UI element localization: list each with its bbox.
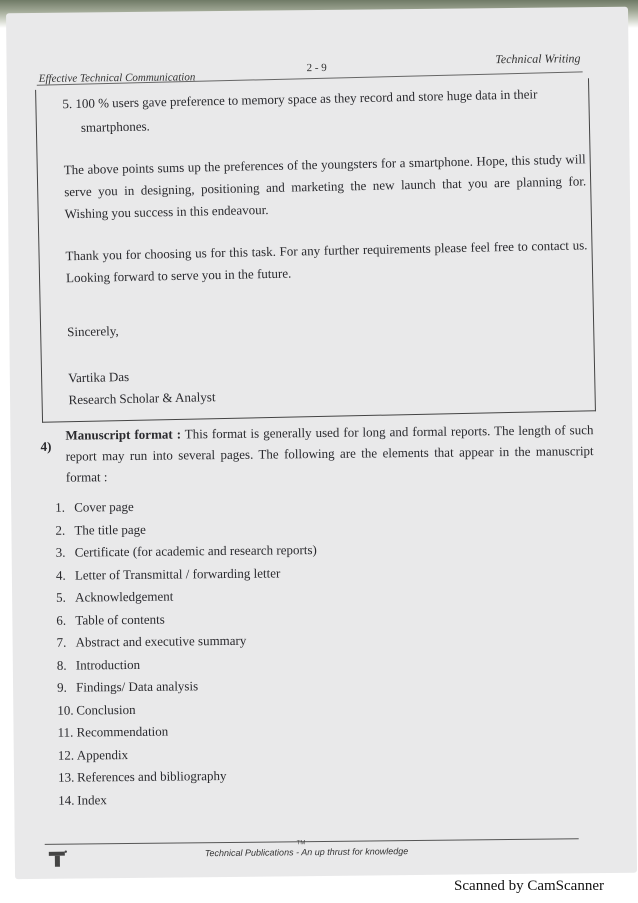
list-item bbox=[56, 607, 317, 632]
list-item-number: 11. bbox=[57, 724, 74, 740]
list-item bbox=[56, 562, 317, 587]
list-item-label: Letter of Transmittal / forwarding letter bbox=[74, 564, 281, 583]
list-item-label: Conclusion bbox=[76, 701, 136, 718]
list-item-label: The title page bbox=[74, 521, 146, 538]
trademark-mark: TM bbox=[296, 840, 306, 847]
list-item-number: 4. bbox=[55, 567, 66, 583]
list-item bbox=[57, 697, 318, 722]
sample-letter-box bbox=[35, 78, 596, 423]
list-item bbox=[58, 787, 319, 812]
footer-text bbox=[205, 846, 409, 858]
section-text: This format is generally used for long and formal reports. The length of such report may run into several pages. The following are the elements that appear in the manuscript format : bbox=[65, 422, 594, 485]
list-item bbox=[57, 674, 318, 699]
running-header-left: Effective Technical Communication bbox=[38, 71, 196, 85]
list-item-number: 6. bbox=[56, 612, 67, 628]
section-paragraph bbox=[65, 419, 594, 488]
list-item bbox=[58, 764, 319, 789]
list-item-label: Cover page bbox=[74, 498, 134, 515]
list-item bbox=[55, 517, 316, 542]
list-item-number: 13. bbox=[57, 769, 75, 785]
list-item-label: Recommendation bbox=[76, 723, 169, 740]
document-page bbox=[6, 7, 637, 879]
list-item-label: Index bbox=[77, 791, 107, 808]
letter-point-5: 5. 100 % users gave preference to memory space as they record and store huge data in their bbox=[62, 86, 538, 112]
list-item-label: Appendix bbox=[76, 746, 129, 763]
list-item bbox=[58, 742, 319, 767]
footer-publisher: Technical Publications bbox=[204, 847, 294, 859]
letter-closing: Sincerely, bbox=[67, 323, 119, 340]
list-item-number: 1. bbox=[55, 499, 66, 515]
footer-rule bbox=[45, 838, 579, 845]
list-item-label: Introduction bbox=[75, 656, 141, 673]
list-item-number: 8. bbox=[56, 657, 67, 673]
section-heading: Manuscript format : bbox=[65, 426, 182, 443]
letter-signer-title: Research Scholar & Analyst bbox=[68, 389, 216, 408]
letter-point-5-cont: smartphones. bbox=[80, 118, 150, 135]
manuscript-elements-list bbox=[55, 494, 319, 812]
list-item-number: 9. bbox=[56, 679, 67, 695]
running-header-right: Technical Writing bbox=[495, 51, 581, 67]
list-item bbox=[57, 652, 318, 677]
list-item bbox=[57, 719, 318, 744]
list-item-label: Abstract and executive summary bbox=[75, 632, 247, 650]
list-item-number: 12. bbox=[57, 747, 75, 763]
tp-logo-icon bbox=[47, 849, 69, 869]
section-number: 4) bbox=[40, 438, 52, 454]
list-item bbox=[56, 629, 317, 654]
list-item-number: 14. bbox=[58, 792, 75, 808]
list-item-number: 3. bbox=[55, 544, 66, 560]
list-item-label: References and bibliography bbox=[76, 767, 227, 785]
footer-tagline: - An up thrust for knowledge bbox=[293, 846, 409, 858]
list-item bbox=[56, 584, 317, 609]
list-item-label: Findings/ Data analysis bbox=[75, 678, 199, 695]
letter-signer-name: Vartika Das bbox=[67, 368, 130, 386]
scanner-watermark: Scanned by CamScanner bbox=[454, 878, 604, 894]
list-item-label: Certificate (for academic and research reports) bbox=[74, 542, 317, 560]
letter-para-1: The above points sums up the preferences of the youngsters for a smartphone. Hope, this study will serve you in designing, positioning and marketing the new launch that you are planning for. Wishing you success in this endeavour. bbox=[63, 151, 587, 222]
list-item-number: 10. bbox=[57, 702, 74, 718]
list-item-number: 7. bbox=[56, 634, 67, 650]
list-item-number: 5. bbox=[56, 589, 66, 605]
letter-para-2: Thank you for choosing us for this task. For any further requirements please feel free to contact us. Looking forward to serve you in the future. bbox=[65, 237, 588, 286]
list-item bbox=[55, 494, 316, 519]
list-item-label: Acknowledgement bbox=[75, 588, 174, 605]
list-item bbox=[56, 539, 317, 564]
page-number: 2 - 9 bbox=[306, 61, 327, 75]
list-item-label: Table of contents bbox=[75, 611, 165, 628]
list-item-number: 2. bbox=[55, 522, 66, 538]
